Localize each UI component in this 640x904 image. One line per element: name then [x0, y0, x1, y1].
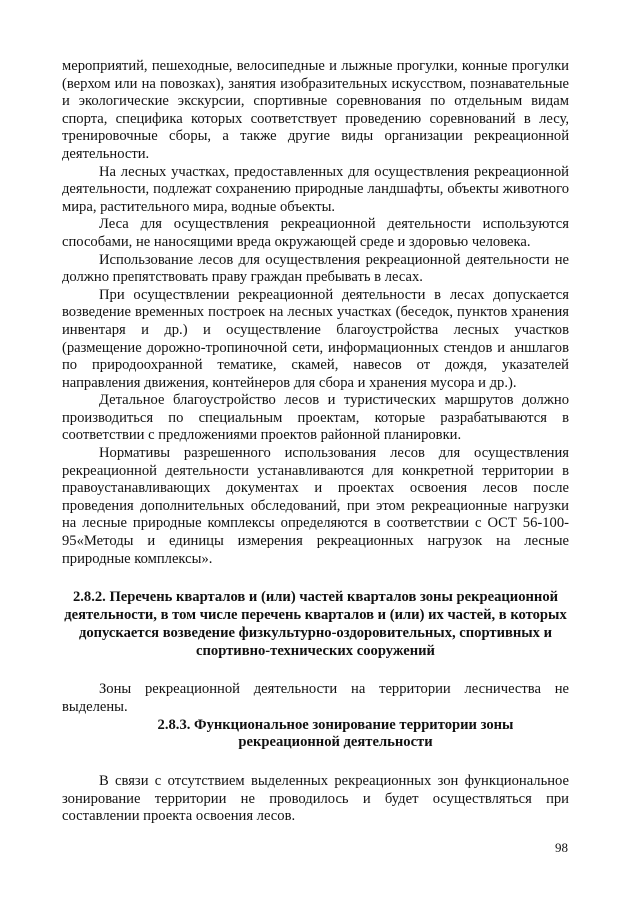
section-heading-2-8-3-line2: рекреационной деятельности [238, 734, 433, 751]
page-number: 98 [555, 840, 568, 855]
paragraph-preservation: На лесных участках, предоставленных для осуществления рекреационной деятельности, подлежат сохранению природные ландшафты, объекты животного мира, растительного мира, водные объекты. [62, 163, 569, 215]
paragraph-temporary-structures: При осуществлении рекреационной деятельности в лесах допускается возведение временных построек на лесных участках (беседок, пунктов хранения инвентаря и др.) и осуществление благоустройства лесных участков (размещение дорожно-тропиночной сети, информационных стендов и аншлагов по природоохранной тематике, скамей, навесов от дождя, указателей направления движения, контейнеров для сбора и хранения мусора и др.). [62, 286, 569, 391]
paragraph-recreation-activities: мероприятий, пешеходные, велосипедные и лыжные прогулки, конные прогулки (верхом или на повозках), занятия изобразительных искусством, познавательные и экологические экскурсии, спортивные соревнования по отдельным видам спорта, специфика которых соответствует проведению соревнований в лесу, тренировочные сборы, а также другие виды организации рекреационной деятельности. [62, 58, 569, 162]
page-content [62, 58, 569, 826]
paragraph-functional-zoning: В связи с отсутствием выделенных рекреационных зон функциональное зонирование территории не проводилось и будет осуществляться при составлении проекта освоения лесов. [62, 773, 569, 825]
paragraph-usage-methods: Леса для осуществления рекреационной деятельности используются способами, не наносящими вреда окружающей среде и здоровью человека. [62, 216, 569, 250]
section-heading-2-8-3 [62, 717, 569, 753]
paragraph-norms: Нормативы разрешенного использования лесов для осуществления рекреационной деятельности устанавливаются для конкретной территории в правоустанавливающих документах и проектах освоения лесов после проведения дополнительных обследований, при этом рекреационные нагрузки на лесные природные комплексы определяются в соответствии с ОСТ 56-100-95«Методы и единицы измерения рекреационных нагрузок на лесные природные комплексы». [62, 445, 569, 567]
paragraph-detailed-improvement: Детальное благоустройство лесов и туристических маршрутов должно производиться по специальным проектам, которые разрабатываются в соответствии с предложениями проектов районной планировки. [62, 392, 569, 444]
paragraph-zones-not-allocated: Зоны рекреационной деятельности на территории лесничества не выделены. [62, 681, 569, 715]
paragraph-citizen-rights: Использование лесов для осуществления рекреационной деятельности не должно препятствовать праву граждан пребывать в лесах. [62, 251, 569, 286]
section-heading-2-8-2: 2.8.2. Перечень кварталов и (или) частей кварталов зоны рекреационной деятельности, в том числе перечень кварталов и (или) их частей, в которых допускается возведение физкультурно-оздоровительных, спортивных и спортивно-технических сооружений [64, 589, 567, 659]
section-heading-2-8-3-line1: 2.8.3. Функциональное зонирование территории зоны [157, 716, 514, 733]
